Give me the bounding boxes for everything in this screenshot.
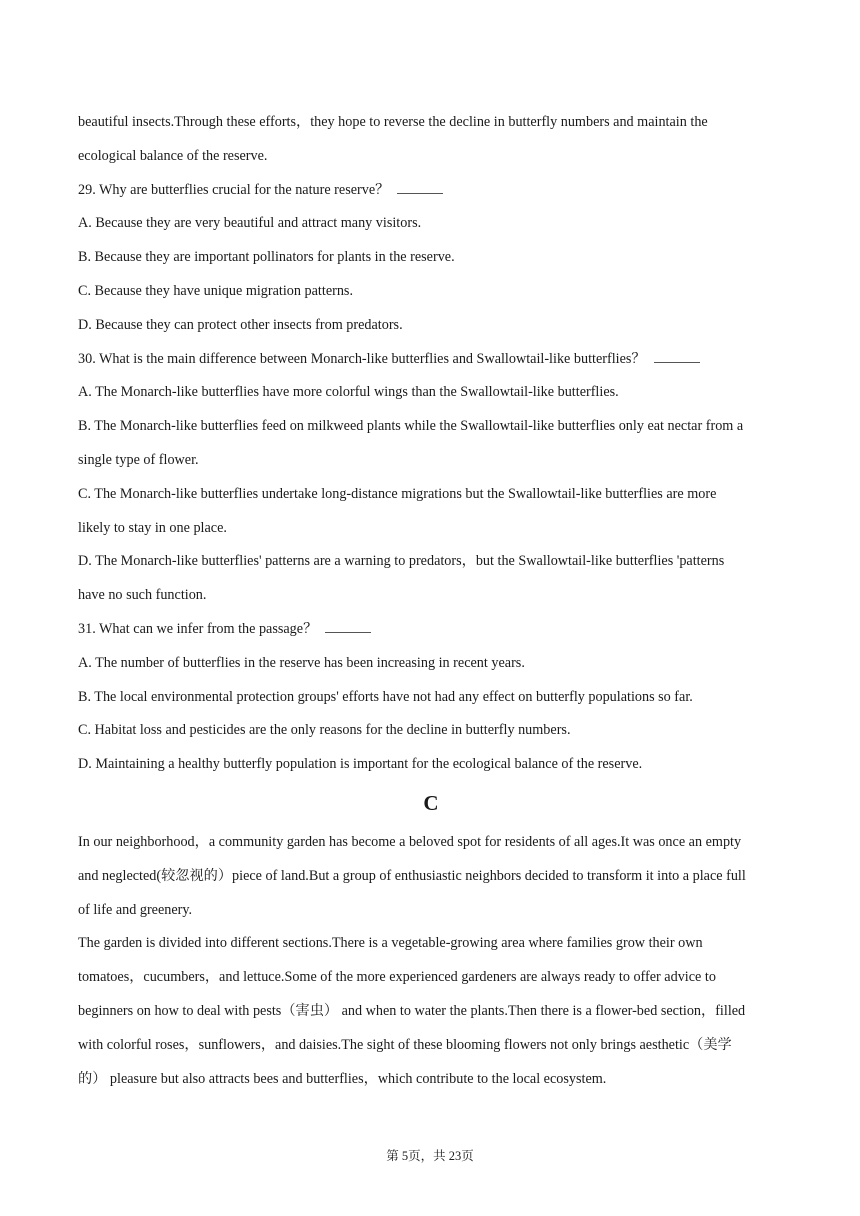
answer-blank <box>325 620 371 633</box>
option-31-a: A. The number of butterflies in the reserve has been increasing in recent years. <box>78 654 525 671</box>
option-30-b: B. The Monarch-like butterflies feed on milkweed plants while the Swallowtail-like butterflies only eat nectar from a <box>78 418 744 435</box>
paragraph-line: In our neighborhood，a community garden has become a beloved spot for residents of all ages.It was once an empty <box>78 833 742 850</box>
option-29-c: C. Because they have unique migration patterns. <box>78 282 354 299</box>
paragraph-line: 的） pleasure but also attracts bees and butterflies，which contribute to the local ecosystem. <box>78 1070 607 1087</box>
answer-blank <box>397 181 443 194</box>
section-heading: C <box>423 790 439 815</box>
page-content <box>78 106 784 1096</box>
option-30-d: D. The Monarch-like butterflies' patterns are a warning to predators，but the Swallowtail-like butterflies 'patterns <box>78 553 725 570</box>
question-29-stem <box>78 174 784 208</box>
passage-line: ecological balance of the reserve. <box>78 147 268 164</box>
paragraph-line: beginners on how to deal with pests（害虫） and when to water the plants.Then there is a flower-bed section，filled <box>78 1002 746 1019</box>
question-text: 30. What is the main difference between Monarch-like butterflies and Swallowtail-like butterflies？ <box>78 350 646 367</box>
question-30-stem <box>78 343 784 377</box>
option-30-a: A. The Monarch-like butterflies have more colorful wings than the Swallowtail-like butterflies. <box>78 384 619 401</box>
option-30-b-cont: single type of flower. <box>78 451 199 468</box>
question-31-stem <box>78 613 784 647</box>
option-29-a: A. Because they are very beautiful and attract many visitors. <box>78 215 422 232</box>
page-footer: 第 5页，共 23页 <box>386 1149 474 1163</box>
option-31-d: D. Maintaining a healthy butterfly population is important for the ecological balance of the reserve. <box>78 756 643 773</box>
option-31-c: C. Habitat loss and pesticides are the only reasons for the decline in butterfly numbers. <box>78 722 571 739</box>
option-30-d-cont: have no such function. <box>78 587 207 604</box>
option-31-b: B. The local environmental protection groups' efforts have not had any effect on butterfly populations so far. <box>78 688 693 705</box>
option-29-b: B. Because they are important pollinators for plants in the reserve. <box>78 249 455 266</box>
paragraph-line: of life and greenery. <box>78 901 193 918</box>
passage-line: beautiful insects.Through these efforts，they hope to reverse the decline in butterfly numbers and maintain the <box>78 114 708 130</box>
question-text: 31. What can we infer from the passage？ <box>78 620 318 637</box>
question-text: 29. Why are butterflies crucial for the nature reserve？ <box>78 181 390 198</box>
answer-blank <box>654 350 700 363</box>
paragraph-line: with colorful roses，sunflowers，and daisies.The sight of these blooming flowers not only brings aesthetic（美学 <box>78 1036 732 1053</box>
option-29-d: D. Because they can protect other insects from predators. <box>78 316 403 333</box>
paragraph-line: and neglected(较忽视的）piece of land.But a group of enthusiastic neighbors decided to transform it into a place full <box>78 867 746 884</box>
option-30-c: C. The Monarch-like butterflies undertake long-distance migrations but the Swallowtail-like butterflies are more <box>78 485 717 502</box>
option-30-c-cont: likely to stay in one place. <box>78 519 227 536</box>
paragraph-line: The garden is divided into different sections.There is a vegetable-growing area where families grow their own <box>78 935 703 952</box>
paragraph-line: tomatoes，cucumbers，and lettuce.Some of the more experienced gardeners are always ready to offer advice to <box>78 969 716 986</box>
